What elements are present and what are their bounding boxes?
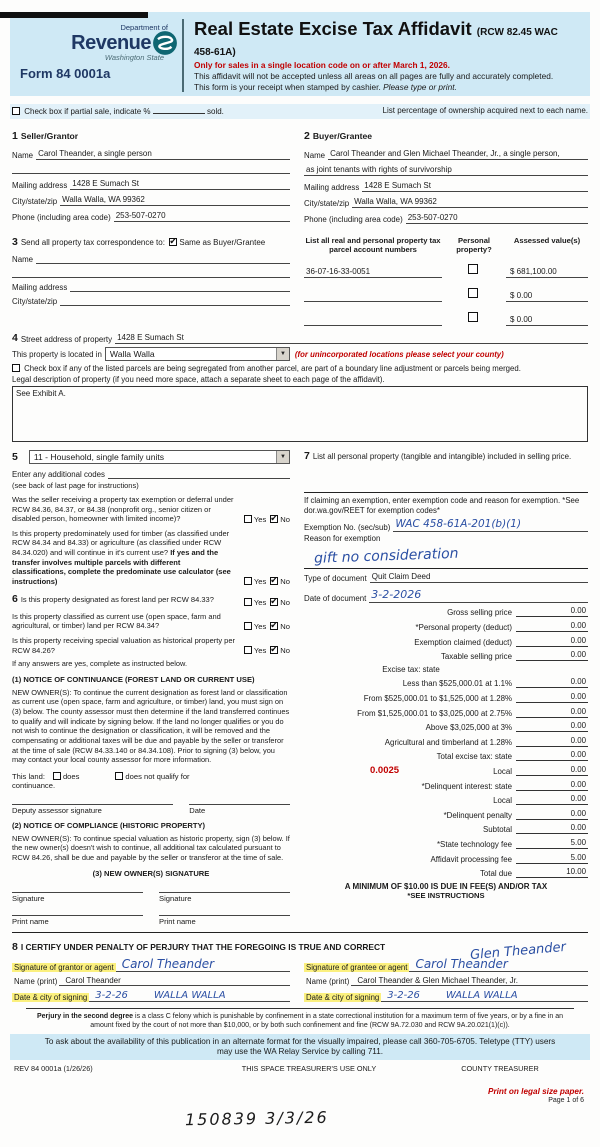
county-note: (for unincorporated locations please select your county) <box>294 349 504 359</box>
deputy-date-line[interactable]: Date <box>189 804 290 815</box>
tier3-field[interactable]: 0.00 <box>516 707 588 718</box>
delinquent-interest-state-field[interactable]: 0.00 <box>516 780 588 791</box>
notice-compliance-title: (2) NOTICE OF COMPLIANCE (HISTORIC PROPERTY) <box>12 820 206 830</box>
q6-2-yes-checkbox[interactable] <box>244 622 252 630</box>
use-code-dropdown[interactable] <box>29 450 290 464</box>
form-number: Form 84 0001a <box>20 66 111 81</box>
personal-property-deduct-field[interactable]: 0.00 <box>516 621 588 632</box>
personal-property-heading: List all personal property (tangible and intangible) included in selling price. <box>312 452 572 461</box>
deputy-assessor-signature-line[interactable]: Deputy assessor signature <box>12 804 173 815</box>
scan-artifact <box>0 12 148 18</box>
seller-name2-field[interactable] <box>12 165 290 174</box>
section-seller: 1 Seller/Grantor Name Carol Theander, a single person Mailing address 1428 E Sumach St City/state/zip Walla Walla, WA 99362 Phone (including area code) 253-507-0270 <box>12 123 290 224</box>
q6-3-yes-checkbox[interactable] <box>244 646 252 654</box>
subtotal-field[interactable]: 0.00 <box>516 823 588 834</box>
agency-name: Revenue <box>71 31 151 54</box>
page-number: Page 1 of 6 <box>548 1097 584 1105</box>
rev-number: REV 84 0001a (1/26/26) <box>14 1064 93 1074</box>
owner-signature-line-2[interactable]: Signature <box>159 892 290 903</box>
minimum-fee-note: A MINIMUM OF $10.00 IS DUE IN FEE(S) AND/OR TAX <box>344 882 548 892</box>
correspondence-mailing-field[interactable] <box>70 283 290 292</box>
land-does-not-checkbox[interactable] <box>115 772 123 780</box>
grantor-signature-field[interactable]: Carol Theander <box>116 957 290 972</box>
owner-signature-line-1[interactable]: Signature <box>12 892 143 903</box>
segregated-label: Check box if any of the listed parcels are being segregated from another parcel, are part of a boundary line adjustment or parcels being merged. <box>24 364 521 373</box>
same-as-buyer-checkbox[interactable] <box>169 238 177 246</box>
grantor-signature-block: Signature of grantor or agent Carol Theander Name (print) Carol Theander Date & city of signing 3-2-26 WALLA WALLA <box>12 953 290 1002</box>
tier4-field[interactable]: 0.00 <box>516 721 588 732</box>
document-type-field[interactable]: Quit Claim Deed <box>370 572 588 583</box>
gross-selling-price-field[interactable]: 0.00 <box>516 606 588 617</box>
if-yes-note: If any answers are yes, complete as instructed below. <box>12 659 187 669</box>
question-current-use: Is this property classified as current use (open space, farm and agricultural, or timber) land per RCW 84.34? Yes ✔ No <box>12 612 290 631</box>
reason-for-exemption-field[interactable]: gift no consideration <box>313 545 459 567</box>
personal-property-checkbox[interactable] <box>468 288 478 298</box>
assessed-value-field[interactable]: $ 0.00 <box>506 291 588 302</box>
land-does-checkbox[interactable] <box>53 772 61 780</box>
parcel-row <box>304 284 588 302</box>
chevron-down-icon[interactable]: ▼ <box>276 451 289 463</box>
agency-logo-block <box>20 19 178 92</box>
question-tax-exemption: Was the seller receiving a property tax exemption or deferral under RCW 84.36, 84.37, or 84.38 (nonprofit org., senior citizen or disabled person, homeowner with limited income)? Yes ✔ No <box>12 495 290 524</box>
grantee-print-name-field[interactable]: Carol Theander & Glen Michael Theander, Jr. <box>351 976 588 986</box>
right-column: 7 List all personal property (tangible and intangible) included in selling price. If claiming an exemption, enter exemption code and reason for exemption. *See dor.wa.gov/REET for exemption codes* Exemption No. (sec/sub) WAC 458-61A-201(b)(1) Reason for exemption gift no consideration Type of document Quit Claim Deed Date of document 3-2-2026 Gross selling price 0.00 *Personal property (deduct) 0.00 Exemption claimed (deduct) 0.00 Taxable selling price 0.00 Excise tax: state Less than $525,000.01 at 1.1% 0.00 From $525,000.01 to $1,525,000 at 1.28% 0.00 From $1,525,000.01 to $3,025,000 at 2.75% 0.00 Above $3,025,000 at 3% 0.00 Agricultural and timberland at 1.28% 0.00 Total excise tax: state 0.00 0.0025 Local 0.00 *Delinquent interest: state 0.00 Local 0.00 *Delinquent penalty 0.00 Subtotal 0.00 *State technology fee 5.00 Affidavit processing fee 5.00 Total due 10.00 A MINIMUM OF $10.00 IS DUE IN FEE(S) AND/OR TAX *SEE INSTRUCTIONS <box>304 450 588 926</box>
new-owner-signature-title: (3) NEW OWNER(S) SIGNATURE <box>92 868 210 878</box>
agency-state: Washington State <box>104 53 164 62</box>
treasurer-stamp: 150839 3/3/26 <box>184 1108 329 1130</box>
notice-continuance-body: NEW OWNER(S): To continue the current designation as forest land or classification as current use (open space, farm and agriculture, or timber) land, you must sign on (3) below. The county assessor must then determine if the land transferred continues to qualify and will indicate by signing below. If the land no longer qualifies or you do not wish to continue the designation or classification, it will be removed and the compensating or additional taxes will be due and payable by the seller or transferor at the time of sale (RCW 84.33.140 or 84.34.108). Prior to signing (3) below, you may contact your local county assessor for more information. <box>12 687 290 765</box>
codes-note: (see back of last page for instructions) <box>12 481 139 490</box>
local-rate: 0.0025 <box>370 765 400 777</box>
tier2-field[interactable]: 0.00 <box>516 692 588 703</box>
accessibility-note: To ask about the availability of this publication in an alternate format for the visually impaired, please call 360-705-6705. Teletype (TTY) users may use the WA Relay Service by calling 711. <box>10 1034 590 1061</box>
partial-sale-checkbox[interactable] <box>12 107 20 115</box>
owner-print-line-2[interactable]: Print name <box>159 915 290 926</box>
header-divider <box>182 19 184 92</box>
grantor-date-city-field[interactable]: 3-2-26 WALLA WALLA <box>89 990 290 1002</box>
header-red-notice: Only for sales in a single location code on or after March 1, 2026. <box>194 60 450 70</box>
agency-dept-of: Department of <box>120 23 168 32</box>
delinquent-interest-local-field[interactable]: 0.00 <box>516 794 588 805</box>
section-property: 4 Street address of property 1428 E Sumach St This property is located in Walla Walla ▼ (for unincorporated locations please select your county) Check box if any of the listed parcels are being segregated from another parcel, are part of a boundary line adjustment or parcels being merged. Legal description of property (if you need more space, attach a separate sheet to each page of the affidavit). See Exhibit A. <box>12 332 588 442</box>
total-due-field[interactable]: 10.00 <box>516 867 588 878</box>
treasurer-use-area <box>0 1073 600 1147</box>
parcel-row <box>304 260 588 278</box>
footer-row <box>14 1064 586 1073</box>
state-technology-fee-field[interactable]: 5.00 <box>516 838 588 849</box>
section-buyer: 2 Buyer/Grantee Name Carol Theander and Glen Michael Theander, Jr., a single person, as joint tenants with rights of survivorship Mailing address 1428 E Sumach St City/state/zip Walla Walla, WA 99362 Phone (including area code) 253-507-0270 <box>304 123 588 224</box>
total-excise-state-field[interactable]: 0.00 <box>516 750 588 761</box>
county-treasurer-label: COUNTY TREASURER <box>461 1064 539 1074</box>
grantor-print-name-field[interactable]: Carol Theander <box>59 976 290 986</box>
seller-phone-field[interactable]: 253-507-0270 <box>114 211 290 222</box>
segregated-checkbox[interactable] <box>12 364 20 372</box>
q5-2-yes-checkbox[interactable] <box>244 577 252 585</box>
chevron-down-icon[interactable]: ▼ <box>276 348 289 360</box>
personal-property-checkbox[interactable] <box>468 312 478 322</box>
treasurer-space-label: THIS SPACE TREASURER'S USE ONLY <box>241 1064 377 1074</box>
buyer-city-field[interactable]: Walla Walla, WA 99362 <box>352 197 588 208</box>
parcel-row <box>304 308 588 326</box>
legal-description-box[interactable]: See Exhibit A. <box>12 386 588 442</box>
certify-statement: 8 I CERTIFY UNDER PENALTY OF PERJURY THAT THE FOREGOING IS TRUE AND CORRECT <box>12 940 386 953</box>
reet-affidavit-form <box>0 12 600 1130</box>
q5-1-yes-checkbox[interactable] <box>244 515 252 523</box>
exemption-number-field[interactable]: WAC 458-61A-201(b)(1) <box>393 518 588 532</box>
additional-codes-field[interactable] <box>108 470 290 479</box>
tier1-field[interactable]: 0.00 <box>516 677 588 688</box>
grantee-signature-block: Signature of grantee or agent Carol Theander Glen Theander Name (print) Carol Theander & Glen Michael Theander, Jr. Date & city of signing 3-2-26 WALLA WALLA <box>304 953 588 1002</box>
assessed-value-field[interactable]: $ 0.00 <box>506 315 588 326</box>
use-code-value: 11 - Household, single family units <box>33 452 165 462</box>
left-column: 5 11 - Household, single family units ▼ Enter any additional codes (see back of last page for instructions) Was the seller receiving a property tax exemption or deferral under RCW 84.36, 84.37, or 84.38 (nonprofit org., senior citizen or disabled person, homeowner with limited income)? Yes ✔ No Is this property predominately used for timber (as classified under RCW 84.34 and 84.33) or agriculture (as classified under RCW 84.34.020) and will continue in it's current use? If yes and the transfer involves multiple parcels with different classifications, complete the predominate use calculator (see instructions) Yes ✔ No 6 Is this property designated as forest land per RCW 84.33? Yes ✔ No Is this property classified as current use (open space, farm and agricultural, or timber) land per RCW 84.34? Yes ✔ No Is this property receiving special valuation as historical property per RCW 84.26? Yes ✔ No If any answers are yes, complete as instructed below. (1) NOTICE OF CONTINUANCE (FOREST LAND OR CURRENT USE) NEW OWNER(S): To continue the current designation as forest land or classification as current use (open space, farm and agriculture, or timber) land, you must sign on (3) below. The county assessor must then determine if the land transferred continues to qualify and will indicate by signing below. If the land no longer qualifies or you do not wish to continue the designation or classification, it will be removed and the compensating or additional taxes will be due and payable by the seller or transferor at the time of sale (RCW 84.33.140 or 84.34.108). Prior to signing (3) below, you may contact your local county assessor for more information. This land: does does not qualify for continuance. Deputy assessor signature Date (2) NOTICE OF COMPLIANCE (HISTORIC PROPERTY) NEW OWNER(S): To continue special valuation as historic property, sign (3) below. If the new owner(s) doesn't wish to continue, all additional tax calculated pursuant to RCW 84.26, shall be due and payable by the seller or transferor at the time of sale. (3) NEW OWNER(S) SIGNATURE Signature Signature Print name Print name <box>12 450 290 926</box>
header-notice-2: This affidavit will not be accepted unless all areas on all pages are fully and accurately completed. <box>194 71 554 81</box>
section-correspondence: 3 Send all property tax correspondence to: ✔ Same as Buyer/Grantee Name Mailing address City/state/zip <box>12 232 290 326</box>
partial-sale-label: Check box if partial sale, indicate % <box>24 107 151 116</box>
q5-2-no-checkbox[interactable] <box>270 577 278 585</box>
notice-continuance-title: (1) NOTICE OF CONTINUANCE (FOREST LAND OR CURRENT USE) <box>12 674 255 684</box>
parcel-number-field[interactable] <box>304 317 442 326</box>
q5-1-no-checkbox[interactable] <box>270 515 278 523</box>
exemption-claimed-field[interactable]: 0.00 <box>516 636 588 647</box>
affidavit-processing-fee-field[interactable]: 5.00 <box>516 853 588 864</box>
form-title-rcw: (RCW 82.45 WAC 458-61A) <box>194 27 558 58</box>
see-instructions-note: *SEE INSTRUCTIONS <box>407 891 485 901</box>
question-forest-land: 6 Is this property designated as forest land per RCW 84.33? Yes ✔ No <box>12 593 290 606</box>
assessed-value-field[interactable]: $ 681,100.00 <box>506 267 588 278</box>
grantee-signature-overlap: Glen Theander <box>469 939 567 963</box>
question-timber-use: Is this property predominately used for timber (as classified under RCW 84.34 and 84.33) or agriculture (as classified under RCW 84.34.020) and will continue in it's current use? If yes and the transfer involves multiple parcels with different classifications, complete the predominate use calculator (see instructions) Yes ✔ No <box>12 529 290 587</box>
q6-2-no-checkbox[interactable] <box>270 622 278 630</box>
parcel-number-field[interactable]: 36-07-16-33-0051 <box>304 267 442 278</box>
perjury-note: Perjury in the second degree is a class C felony which is punishable by confinement in a state correctional institution for a maximum term of five years, or by a fine in an amount fixed by the court of not more than $10,000, or by both such confinement and fine (RCW 9A.72.030 and RCW 9A.20.021(1)(c)). <box>26 1008 574 1030</box>
money-lines: Gross selling price 0.00 *Personal property (deduct) 0.00 Exemption claimed (deduct) 0.00 Taxable selling price 0.00 Excise tax: state Less than $525,000.01 at 1.1% 0.00 From $525,000.01 to $1,525,000 at 1.28% 0.00 From $1,525,000.01 to $3,025,000 at 2.75% 0.00 Above $3,025,000 at 3% 0.00 Agricultural and timberland at 1.28% 0.00 Total excise tax: state 0.00 0.0025 Local 0.00 *Delinquent interest: state 0.00 Local 0.00 *Delinquent penalty 0.00 Subtotal 0.00 *State technology fee 5.00 Affidavit processing fee 5.00 Total due 10.00 <box>357 606 586 879</box>
q6-1-yes-checkbox[interactable] <box>244 598 252 606</box>
parcel-table: List all real and personal property tax parcel account numbers Personal property? Assessed value(s) 36-07-16-33-0051 $ 681,100.00 $ 0.00 $ 0.00 <box>304 232 588 326</box>
local-tax-field[interactable]: 0.00 <box>516 765 588 776</box>
buyer-mailing-field[interactable]: 1428 E Sumach St <box>362 181 588 192</box>
buyer-name-field[interactable]: Carol Theander and Glen Michael Theander, Jr., a single person, <box>328 149 588 160</box>
q6-1-no-checkbox[interactable] <box>270 598 278 606</box>
personal-property-write-area[interactable] <box>304 464 588 486</box>
grantee-date-city-field[interactable]: 3-2-26 WALLA WALLA <box>381 990 588 1002</box>
question-historic-property: Is this property receiving special valuation as historical property per RCW 84.26? Yes ✔ No <box>12 636 290 655</box>
partial-sale-row <box>10 104 590 119</box>
owner-print-line-1[interactable]: Print name <box>12 915 143 926</box>
location-dropdown[interactable] <box>105 347 290 361</box>
reason-label: Reason for exemption <box>304 533 381 543</box>
seller-mailing-field[interactable]: 1428 E Sumach St <box>70 179 290 190</box>
correspondence-name2-field[interactable] <box>12 269 290 278</box>
notice-compliance-body: NEW OWNER(S): To continue special valuation as historic property, sign (3) below. If the new owner(s) doesn't wish to continue, all additional tax calculated pursuant to RCW 84.26, shall be due and payable by the seller or transferor at the time of sale. <box>12 833 290 863</box>
correspondence-city-field[interactable] <box>60 297 290 306</box>
q6-3-no-checkbox[interactable] <box>270 646 278 654</box>
document-date-field[interactable]: 3-2-2026 <box>369 588 588 603</box>
ownership-percent-note: List percentage of ownership acquired next to each name. <box>382 106 588 115</box>
correspondence-name-field[interactable] <box>36 255 290 264</box>
taxable-selling-price-field[interactable]: 0.00 <box>516 650 588 661</box>
partial-sale-suffix: sold. <box>207 107 224 116</box>
buyer-name2-field[interactable]: as joint tenants with rights of survivorship <box>304 165 588 176</box>
excise-tax-state-header: Excise tax: state <box>382 664 440 674</box>
print-legal-note: Print on legal size paper. <box>487 1087 584 1097</box>
form-header <box>10 12 590 96</box>
grantee-signature-field[interactable]: Carol Theander Glen Theander <box>409 957 588 972</box>
header-notice-3: This form is your receipt when stamped by cashier. Please type or print. <box>194 82 457 92</box>
form-title: Real Estate Excise Tax Affidavit (RCW 82.45 WAC 458-61A) <box>194 18 558 58</box>
exemption-intro: If claiming an exemption, enter exemption code and reason for exemption. *See dor.wa.gov/REET for exemption codes* <box>304 495 580 515</box>
seller-name-field[interactable]: Carol Theander, a single person <box>36 149 290 160</box>
parcel-number-field[interactable] <box>304 293 442 302</box>
agricultural-field[interactable]: 0.00 <box>516 736 588 747</box>
street-address-field[interactable]: 1428 E Sumach St <box>115 333 588 344</box>
buyer-phone-field[interactable]: 253-507-0270 <box>406 213 588 224</box>
land-qualify-row: This land: does does not qualify for <box>12 771 190 781</box>
seller-city-field[interactable]: Walla Walla, WA 99362 <box>60 195 290 206</box>
legal-description-label: Legal description of property (if you need more space, attach a separate sheet to each page of the affidavit). <box>12 375 385 384</box>
personal-property-checkbox[interactable] <box>468 264 478 274</box>
location-dropdown-value: Walla Walla <box>109 349 155 359</box>
delinquent-penalty-field[interactable]: 0.00 <box>516 809 588 820</box>
partial-sale-percent-input[interactable] <box>153 106 205 114</box>
